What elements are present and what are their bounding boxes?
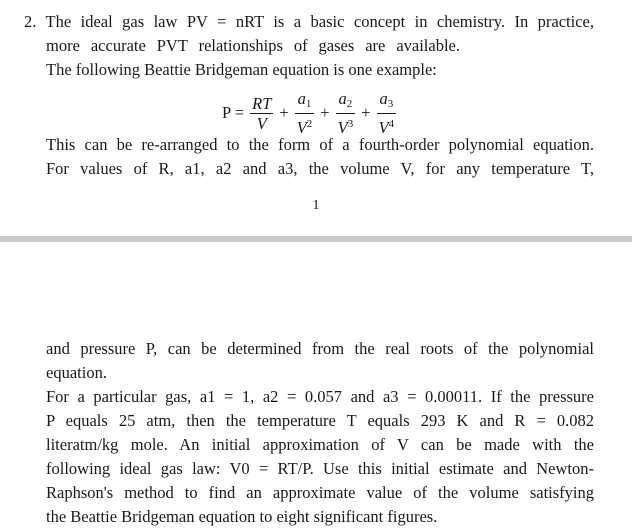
problem-line-2: more accurate PVT relationships of gases are available. (46, 36, 460, 55)
equation-term-1: $\frac{RT}{V}$ (252, 93, 272, 133)
problem-line-5: For values of R, a1, a2 and a3, the volume V, for any temperature T, (46, 159, 594, 178)
equation-term-3: $\frac{a_2}{V^3}$ (337, 89, 354, 137)
problem-line-4: This can be re-arranged to the form of a fourth-order polynomial equation. (46, 135, 594, 154)
problem-line-7: equation. (46, 363, 107, 382)
beattie-bridgeman-equation: P = $\frac{RT}{V}$ + $\frac{a_1}{V^2}$ + $\frac{a_2}{V^3}$ + $\frac{a_3}{V^4}$ (222, 89, 395, 137)
problem-line-10: literatm/kg mole. An initial approximation of V can be made with the (46, 435, 594, 454)
page-2 (0, 242, 632, 531)
problem-line-3: The following Beattie Bridgeman equation is one example: (46, 60, 437, 79)
problem-line-11: following ideal gas law: V0 = RT/P. Use this initial estimate and Newton- (46, 459, 594, 478)
equation-term-4: $\frac{a_3}{V^4}$ (378, 89, 395, 137)
problem-line-8: For a particular gas, a1 = 1, a2 = 0.057 and a3 = 0.00011. If the pressure (46, 387, 594, 406)
problem-line-13: the Beattie Bridgeman equation to eight significant figures. (46, 507, 438, 526)
page-1 (0, 0, 632, 236)
equation-term-2: $\frac{a_1}{V^2}$ (296, 89, 313, 137)
page-number: 1 (312, 198, 320, 213)
equation-lhs: P = (222, 102, 244, 122)
problem-line-9: P equals 25 atm, then the temperature T equals 293 K and R = 0.082 (46, 411, 594, 430)
problem-line-6: and pressure P, can be determined from the real roots of the polynomial (46, 339, 594, 358)
problem-line-1: 2. The ideal gas law PV = nRT is a basic concept in chemistry. In practice, (24, 12, 594, 31)
problem-line-12: Raphson's method to find an approximate value of the volume satisfying (46, 483, 594, 502)
